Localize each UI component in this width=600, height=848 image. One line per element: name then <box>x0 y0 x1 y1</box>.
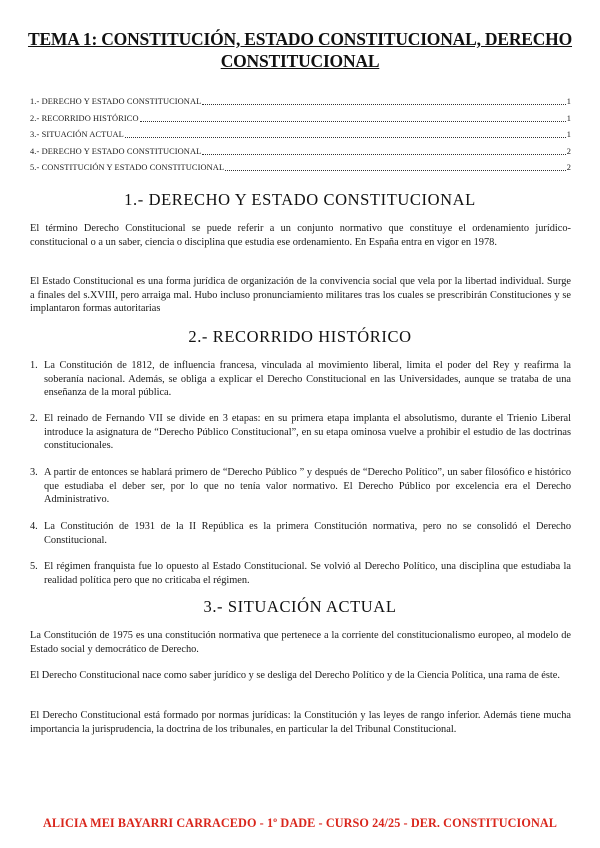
list-number: 5. <box>30 561 38 572</box>
toc-entry-label: 4.- DERECHO Y ESTADO CONSTITUCIONAL <box>30 146 202 156</box>
history-item-2 <box>30 412 571 453</box>
section3-paragraph-2: El Derecho Constitucional nace como saber jurídico y se desliga del Derecho Político y de la Ciencia Política, una rama de éste. <box>30 670 560 681</box>
toc-entry-label: 3.- SITUACIÓN ACTUAL <box>30 130 124 140</box>
toc-entry-label: 5.- CONSTITUCIÓN Y ESTADO CONSTITUCIONAL <box>30 162 225 172</box>
list-item-text: La Constitución de 1931 de la II República es la primera Constitución normativa, pero no se consolidó el Derecho Constitucional. <box>44 521 571 546</box>
section-heading-2: 2.- RECORRIDO HISTÓRICO <box>188 327 412 346</box>
document-title: TEMA 1: CONSTITUCIÓN, ESTADO CONSTITUCIONAL, DERECHO CONSTITUCIONAL <box>27 29 573 71</box>
toc-entry-page: 1 <box>566 97 571 107</box>
toc-entry-label: 1.- DERECHO Y ESTADO CONSTITUCIONAL <box>30 97 202 107</box>
list-item-text: El reinado de Fernando VII se divide en 3 etapas: en su primera etapa implanta el absolutismo, durante el Trienio Liberal introduce la asignatura de “Derecho Público Constitucional”, en su etapa ominosa vuelve a prohibir el estudio de las doctrinas constitucionales. <box>44 413 571 451</box>
table-of-contents <box>30 91 571 173</box>
history-item-1 <box>30 359 571 400</box>
toc-entry-label: 2.- RECORRIDO HISTÓRICO <box>30 113 139 123</box>
list-item-text: El régimen franquista fue lo opuesto al Estado Constitucional. Se volvió al Derecho Político, una disciplina que estudiaba la realidad política pero que no criticaba el régimen. <box>44 561 571 586</box>
section1-paragraph-2: El Estado Constitucional es una forma jurídica de organización de la convivencia social que vela por la libertad individual. Surge a finales del s.XVIII, pero arraiga mal. Hubo incluso pronunciamiento militares tras los cuales se prescribirán Constituciones y se implantaron formas autoritarias <box>30 276 571 314</box>
section3-paragraph-3: El Derecho Constitucional está formado por normas jurídicas: la Constitución y las leyes de rango inferior. Además tiene mucha importancia la jurisprudencia, la doctrina de los tribunales, en particular la del Tribunal Constitucional. <box>30 710 571 735</box>
list-number: 3. <box>30 467 38 478</box>
toc-entry-page: 2 <box>566 146 571 156</box>
list-number: 2. <box>30 413 38 424</box>
footer-author-line: ALICIA MEI BAYARRI CARRACEDO - 1º DADE - CURSO 24/25 - DER. CONSTITUCIONAL <box>43 816 557 830</box>
toc-entry-page: 1 <box>566 113 571 123</box>
history-item-3 <box>30 466 571 507</box>
toc-entry-page: 1 <box>566 130 571 140</box>
toc-leader-dots <box>202 153 565 155</box>
toc-entry-5[interactable] <box>30 157 571 173</box>
history-item-5 <box>30 560 571 587</box>
toc-entry-2[interactable] <box>30 107 571 123</box>
list-number: 4. <box>30 521 38 532</box>
section-heading-3: 3.- SITUACIÓN ACTUAL <box>203 597 397 616</box>
list-number: 1. <box>30 360 38 371</box>
toc-entry-4[interactable] <box>30 140 571 156</box>
toc-leader-dots <box>125 136 566 138</box>
toc-entry-1[interactable] <box>30 91 571 107</box>
toc-leader-dots <box>202 103 565 105</box>
toc-entry-page: 2 <box>566 162 571 172</box>
section1-paragraph-1: El término Derecho Constitucional se puede referir a un conjunto normativo que constituye el ordenamiento jurídico-constitucional o a un saber, ciencia o disciplina que estudia ese ordenamiento. En España entra en vigor en 1978. <box>30 223 571 248</box>
list-item-text: A partir de entonces se hablará primero de “Derecho Público ” y después de “Derecho Político”, un saber filosófico e histórico que estudiaba el deber ser, por lo que no tenía valor normativo. El Derecho Público por excelencia era el Derecho Administrativo. <box>44 467 571 505</box>
toc-leader-dots <box>225 169 566 171</box>
section-heading-1: 1.- DERECHO Y ESTADO CONSTITUCIONAL <box>124 190 476 209</box>
section3-paragraph-1: La Constitución de 1975 es una constitución normativa que pertenece a la corriente del constitucionalismo europeo, al modelo de Estado social y democrático de Derecho. <box>30 630 571 655</box>
toc-entry-3[interactable] <box>30 124 571 140</box>
history-item-4 <box>30 520 571 547</box>
toc-leader-dots <box>140 120 566 122</box>
list-item-text: La Constitución de 1812, de influencia francesa, vinculada al movimiento liberal, limita el poder del Rey y reafirma la soberanía nacional. Además, se obliga a explicar el Derecho Constitucional en las Universidades, aunque se trataba de una enseñanza de la moral pública. <box>44 360 571 398</box>
